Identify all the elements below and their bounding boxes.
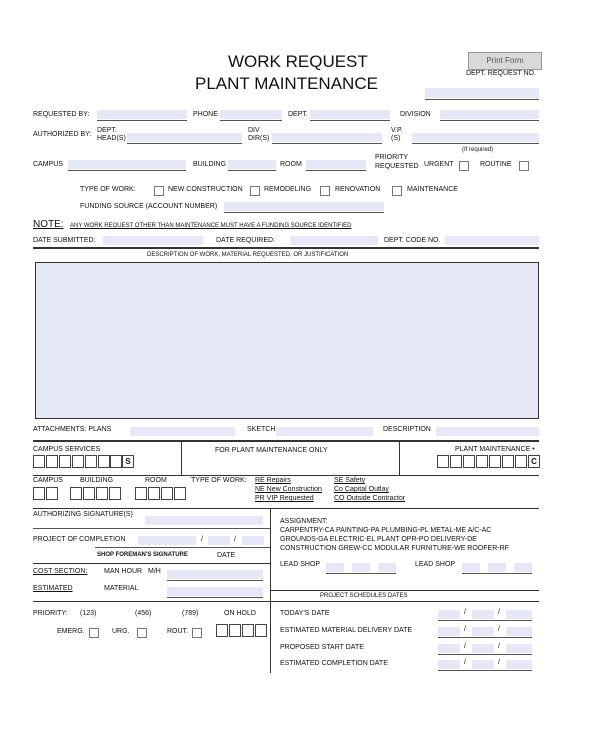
office-campus-label: CAMPUS: [33, 477, 63, 484]
completion-year-field[interactable]: [242, 536, 264, 545]
estimated-completion-date-label: ESTIMATED COMPLETION DATE: [280, 660, 388, 667]
campus-field[interactable]: [68, 160, 186, 169]
funding-source-label: FUNDING SOURCE (ACCOUNT NUMBER): [80, 203, 218, 210]
priority-456-label: (456): [135, 610, 152, 617]
div-dirs-label-line-1: DIV: [248, 127, 260, 134]
print-form-button[interactable]: Print Form: [468, 52, 542, 70]
delivery-date-underline: [438, 637, 532, 638]
emergency-checkbox[interactable]: [89, 628, 99, 638]
lead-shop-2-field-a[interactable]: [462, 563, 480, 572]
funding-source-underline: [224, 212, 384, 213]
division-underline: [440, 120, 539, 121]
routine-priority-label: ROUT.: [167, 628, 188, 635]
dept-underline: [310, 120, 390, 121]
proposed-start-date-label: PROPOSED START DATE: [280, 644, 364, 651]
date-submitted-label: DATE SUBMITTED:: [33, 237, 96, 244]
delivery-date-slash-1: /: [464, 626, 466, 633]
note-label: [33, 219, 64, 230]
room-field[interactable]: [306, 160, 366, 169]
completion-date-day[interactable]: [472, 660, 494, 669]
plant-maintenance-label-text: PLANT MAINTENANCE: [455, 446, 531, 453]
office-building-box-4[interactable]: [109, 487, 121, 500]
plant-maintenance-box-1[interactable]: [437, 455, 449, 468]
office-room-box-1[interactable]: [135, 487, 147, 500]
requested-by-field[interactable]: [97, 110, 187, 119]
project-completion-underline: [95, 547, 270, 548]
lead-shop-1-underline: [326, 573, 396, 574]
divider-cost: [33, 563, 270, 564]
work-types-column-a: [255, 476, 322, 503]
delivery-date-day[interactable]: [472, 627, 494, 636]
description-textarea[interactable]: [35, 262, 539, 419]
campus-services-box-4[interactable]: [72, 455, 84, 468]
note-label-text: NOTE:: [33, 219, 64, 230]
start-date-slash-1: /: [464, 643, 466, 650]
material-underline: [167, 597, 263, 598]
campus-services-label: CAMPUS SERVICES: [33, 446, 101, 453]
campus-services-box-2[interactable]: [46, 455, 58, 468]
start-date-underline: [438, 654, 532, 655]
dept-heads-field[interactable]: [127, 133, 242, 142]
completion-date-slash-2: /: [498, 659, 500, 666]
lead-shop-1-field-a[interactable]: [326, 563, 344, 572]
description-header: DESCRIPTION OF WORK, MATERIAL REQUESTED, OR JUSTIFICATION: [147, 252, 349, 258]
phone-label: PHONE: [193, 111, 218, 118]
division-label: DIVISION: [400, 111, 431, 118]
man-hour-label: MAN HOUR: [104, 568, 143, 575]
office-room-box-3[interactable]: [161, 487, 173, 500]
plant-maintenance-code: C: [528, 455, 540, 468]
project-schedules-dates-label: PROJECT SCHEDULES DATES: [320, 593, 408, 599]
completion-date-underline: [438, 670, 532, 671]
todays-date-label: TODAY'S DATE: [280, 610, 330, 617]
todays-date-underline: [438, 620, 532, 621]
dept-heads-label: [97, 127, 126, 143]
dept-heads-label-line-2: HEAD(S): [97, 135, 126, 142]
lead-shop-1-field-c[interactable]: [378, 563, 396, 572]
campus-services-box-1[interactable]: [33, 455, 45, 468]
vp-underline: [412, 143, 539, 144]
urgent-priority-checkbox[interactable]: [137, 628, 147, 638]
divider-vertical-right: [399, 442, 400, 475]
div-dirs-field[interactable]: [272, 133, 382, 142]
office-building-box-1[interactable]: [70, 487, 82, 500]
priority-requested-label: [375, 153, 419, 171]
todays-date-month[interactable]: [438, 610, 460, 619]
date-required-field[interactable]: [290, 236, 378, 245]
lead-shop-label-2: LEAD SHOP: [415, 561, 456, 568]
dept-field[interactable]: [310, 110, 390, 119]
material-field[interactable]: [167, 587, 263, 596]
work-type-capital-outlay: Co Capital Outlay: [334, 486, 389, 493]
vp-label-line-1: V.P.: [391, 127, 403, 134]
description-label: DESCRIPTION: [383, 426, 431, 433]
authorizing-signature-label: AUTHORIZING SIGNATURE(S): [33, 511, 133, 518]
note-text: ANY WORK REQUEST OTHER THAN MAINTENANCE MUST HAVE A FUNDING SOURCE IDENTIFIED: [70, 223, 352, 229]
office-priority-label: PRIORITY:: [33, 610, 68, 617]
todays-date-day[interactable]: [472, 610, 494, 619]
divider-vertical-left: [181, 442, 182, 475]
lead-shop-2-field-c[interactable]: [514, 563, 532, 572]
man-hour-field[interactable]: [167, 570, 263, 579]
office-building-box-3[interactable]: [96, 487, 108, 500]
estimated-label: ESTIMATED: [33, 585, 73, 592]
dept-heads-underline: [127, 143, 242, 144]
campus-services-code: S: [122, 455, 134, 468]
dept-code-no-field[interactable]: [445, 236, 539, 245]
divider-dates: [33, 247, 539, 249]
campus-services-box-6[interactable]: [98, 455, 110, 468]
funding-source-field[interactable]: [224, 202, 384, 211]
requested-by-label: REQUESTED BY:: [33, 111, 90, 118]
vp-label-line-2: (S): [391, 135, 401, 142]
todays-date-year[interactable]: [506, 610, 532, 619]
completion-date-month[interactable]: [438, 660, 460, 669]
urgent-label: URGENT: [424, 161, 454, 168]
for-plant-maintenance-only: FOR PLANT MAINTENANCE ONLY: [215, 447, 328, 454]
priority-123-label: (123): [80, 610, 97, 617]
div-dirs-label-line-2: DIR(S): [248, 135, 270, 142]
on-hold-box-1[interactable]: [216, 624, 228, 637]
completion-date-label: DATE: [217, 552, 236, 559]
office-campus-box-2[interactable]: [46, 487, 58, 500]
date-submitted-field[interactable]: [103, 236, 203, 245]
div-dirs-label: [248, 127, 269, 143]
dept-request-no-underline: [425, 99, 539, 100]
phone-field[interactable]: [220, 110, 282, 119]
material-label: MATERIAL: [104, 585, 139, 592]
project-completion-field[interactable]: [138, 536, 196, 545]
dept-label: DEPT.: [288, 111, 308, 118]
project-completion-label: PROJECT OF COMPLETION: [33, 536, 126, 543]
completion-date-slash-1: /: [464, 659, 466, 666]
vp-label: [391, 127, 403, 143]
shop-foreman-signature-label: SHOP FOREMAN'S SIGNATURE: [97, 552, 188, 558]
start-date-day[interactable]: [472, 644, 494, 653]
divider-priority: [33, 601, 270, 602]
priority-label-line-1: PRIORITY: [375, 154, 409, 161]
todays-date-slash-1: /: [464, 609, 466, 616]
work-types-column-b: [334, 476, 405, 503]
divider-schedules: [270, 590, 539, 591]
cost-section-label: COST SECTION:: [33, 568, 88, 575]
attachments-plans-label: ATTACHMENTS: PLANS: [33, 426, 112, 433]
assignment-line-1: CARPENTRY-CA PAINTING-PA PLUMBING-PL METAL-ME A/C-AC: [280, 527, 492, 534]
office-building-label: BUILDING: [80, 477, 114, 484]
divider-office-use: [33, 440, 539, 442]
divider-schedules-bottom: [270, 601, 539, 602]
start-date-month[interactable]: [438, 644, 460, 653]
delivery-date-slash-2: /: [498, 626, 500, 633]
remodeling-checkbox[interactable]: [250, 186, 260, 196]
plant-maintenance-label: PLANT MAINTENANCE •: [455, 446, 535, 453]
work-type-vip-requested: PR VIP Requested: [255, 495, 314, 502]
building-field[interactable]: [228, 160, 276, 169]
work-type-outside-contractor: CO Outside Contractor: [334, 495, 406, 502]
campus-services-box-3[interactable]: [59, 455, 71, 468]
division-field[interactable]: [440, 110, 539, 119]
delivery-date-month[interactable]: [438, 627, 460, 636]
maintenance-label: MAINTENANCE: [407, 186, 458, 193]
assignment-label: ASSIGNMENT:: [280, 518, 328, 525]
new-construction-checkbox[interactable]: [154, 186, 164, 196]
phone-underline: [220, 120, 282, 121]
sketch-field[interactable]: [276, 427, 373, 436]
room-label: ROOM: [280, 161, 302, 168]
work-type-repairs: RE Repairs: [255, 477, 291, 484]
campus-services-box-5[interactable]: [85, 455, 97, 468]
building-label: BUILDING: [193, 161, 227, 168]
requested-by-underline: [97, 120, 187, 121]
todays-date-slash-2: /: [498, 609, 500, 616]
assignment-line-3: CONSTRUCTION GREW-CC MODULAR FURNITURE-WE ROOFER-RF: [280, 545, 509, 552]
urgent-priority-label: URG.: [112, 628, 130, 635]
plans-field[interactable]: [130, 427, 235, 436]
completion-slash-1: /: [201, 536, 203, 543]
start-date-year[interactable]: [506, 644, 532, 653]
lead-shop-2-underline: [462, 573, 532, 574]
priority-label-line-2: REQUESTED: [375, 163, 419, 170]
routine-checkbox[interactable]: [519, 161, 529, 171]
dept-code-no-label: DEPT. CODE NO.: [384, 237, 441, 244]
priority-789-label: (789): [182, 610, 199, 617]
form-title-line-2: PLANT MAINTENANCE: [195, 74, 378, 93]
if-required-note: (If required): [462, 147, 494, 153]
man-hour-underline: [167, 580, 263, 581]
lead-shop-1-field-b[interactable]: [352, 563, 370, 572]
assignment-list: [280, 526, 509, 553]
assignment-line-2: GROUNDS-GA ELECTRIC-EL PLANT OPR-PO DELIVERY-DE: [280, 536, 477, 543]
remodeling-label: REMODELING: [264, 186, 312, 193]
div-dirs-underline: [272, 143, 382, 144]
building-underline: [228, 170, 276, 171]
plant-maintenance-box-6[interactable]: [502, 455, 514, 468]
authorized-by-label: AUTHORIZED BY:: [33, 131, 92, 138]
renovation-label: RENOVATION: [335, 186, 381, 193]
type-of-work-label: TYPE OF WORK:: [80, 186, 136, 193]
routine-label: ROUTINE: [480, 161, 512, 168]
date-required-label: DATE REQUIRED:: [216, 237, 275, 244]
lead-shop-label-1: LEAD SHOP: [280, 561, 321, 568]
office-room-box-2[interactable]: [148, 487, 160, 500]
room-underline: [306, 170, 366, 171]
divider-signatures: [33, 508, 539, 509]
completion-date-year[interactable]: [506, 660, 532, 669]
routine-priority-checkbox[interactable]: [192, 628, 202, 638]
renovation-checkbox[interactable]: [320, 186, 330, 196]
emergency-label: EMERG.: [57, 628, 85, 635]
campus-services-box-7[interactable]: [110, 455, 122, 468]
sketch-label: SKETCH: [247, 426, 276, 433]
completion-slash-2: /: [234, 536, 236, 543]
description-field[interactable]: [436, 427, 539, 436]
office-room-label: ROOM: [145, 477, 167, 484]
maintenance-checkbox[interactable]: [392, 186, 402, 196]
lead-shop-2-field-b[interactable]: [488, 563, 506, 572]
authorizing-signature-underline: [33, 528, 270, 529]
office-building-box-2[interactable]: [83, 487, 95, 500]
plant-maintenance-box-7[interactable]: [515, 455, 527, 468]
office-campus-box-1[interactable]: [33, 487, 45, 500]
urgent-checkbox[interactable]: [459, 161, 469, 171]
estimated-material-delivery-label: ESTIMATED MATERIAL DELIVERY DATE: [280, 627, 413, 634]
on-hold-box-2[interactable]: [229, 624, 241, 637]
new-construction-label: NEW CONSTRUCTION: [168, 186, 243, 193]
on-hold-box-4[interactable]: [255, 624, 267, 637]
authorizing-signature-field[interactable]: [145, 516, 263, 525]
campus-label: CAMPUS: [33, 161, 63, 168]
on-hold-box-3[interactable]: [242, 624, 254, 637]
campus-underline: [68, 170, 186, 171]
form-title-line-1: WORK REQUEST: [228, 52, 368, 71]
completion-month-field[interactable]: [208, 536, 230, 545]
start-date-slash-2: /: [498, 643, 500, 650]
vp-field[interactable]: [412, 133, 539, 142]
work-type-new-construction: NE New Construction: [255, 486, 322, 493]
mh-label: M/H: [148, 568, 161, 575]
office-type-of-work-label: TYPE OF WORK:: [191, 477, 247, 484]
dept-request-no-field[interactable]: [425, 88, 539, 98]
plant-maintenance-box-4[interactable]: [476, 455, 488, 468]
dept-request-no-label: DEPT. REQUEST NO.: [466, 70, 536, 77]
work-type-safety: SE Safety: [334, 477, 366, 484]
office-room-box-4[interactable]: [174, 487, 186, 500]
on-hold-label: ON HOLD: [224, 610, 256, 617]
plant-maintenance-box-3[interactable]: [463, 455, 475, 468]
plant-maintenance-box-5[interactable]: [489, 455, 501, 468]
delivery-date-year[interactable]: [506, 627, 532, 636]
dept-heads-label-line-1: DEPT.: [97, 127, 117, 134]
plant-maintenance-box-2[interactable]: [450, 455, 462, 468]
